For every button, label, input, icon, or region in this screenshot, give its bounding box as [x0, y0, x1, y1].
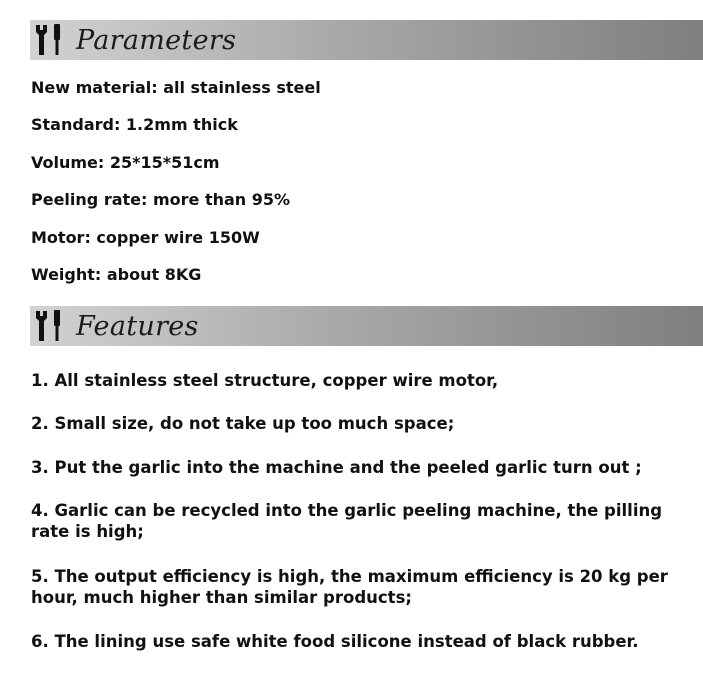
feature-item-3: 3. Put the garlic into the machine and the peeled garlic turn out ; — [31, 458, 642, 477]
feature-item-1: 1. All stainless steel structure, copper wire motor, — [31, 371, 499, 390]
features-title: Features — [76, 310, 199, 342]
param-motor: Motor: copper wire 150W — [31, 228, 260, 247]
feature-item-4: 4. Garlic can be recycled into the garlic peeling machine, the pilling rate is high; — [31, 501, 663, 541]
param-standard: Standard: 1.2mm thick — [31, 115, 238, 134]
parameters-header — [30, 20, 703, 60]
feature-item-2: 2. Small size, do not take up too much space; — [31, 414, 455, 433]
param-volume: Volume: 25*15*51cm — [31, 153, 220, 172]
feature-item-6: 6. The lining use safe white food silicone instead of black rubber. — [31, 632, 639, 651]
feature-item-5: 5. The output efficiency is high, the maximum efficiency is 20 kg per hour, much higher than similar products; — [31, 567, 668, 607]
features-header — [30, 306, 703, 346]
param-weight: Weight: about 8KG — [31, 265, 202, 284]
wrench-screwdriver-icon — [30, 20, 76, 60]
param-material: New material: all stainless steel — [31, 78, 321, 97]
wrench-screwdriver-icon — [30, 306, 76, 346]
param-peeling-rate: Peeling rate: more than 95% — [31, 190, 291, 209]
parameters-title: Parameters — [76, 24, 237, 56]
